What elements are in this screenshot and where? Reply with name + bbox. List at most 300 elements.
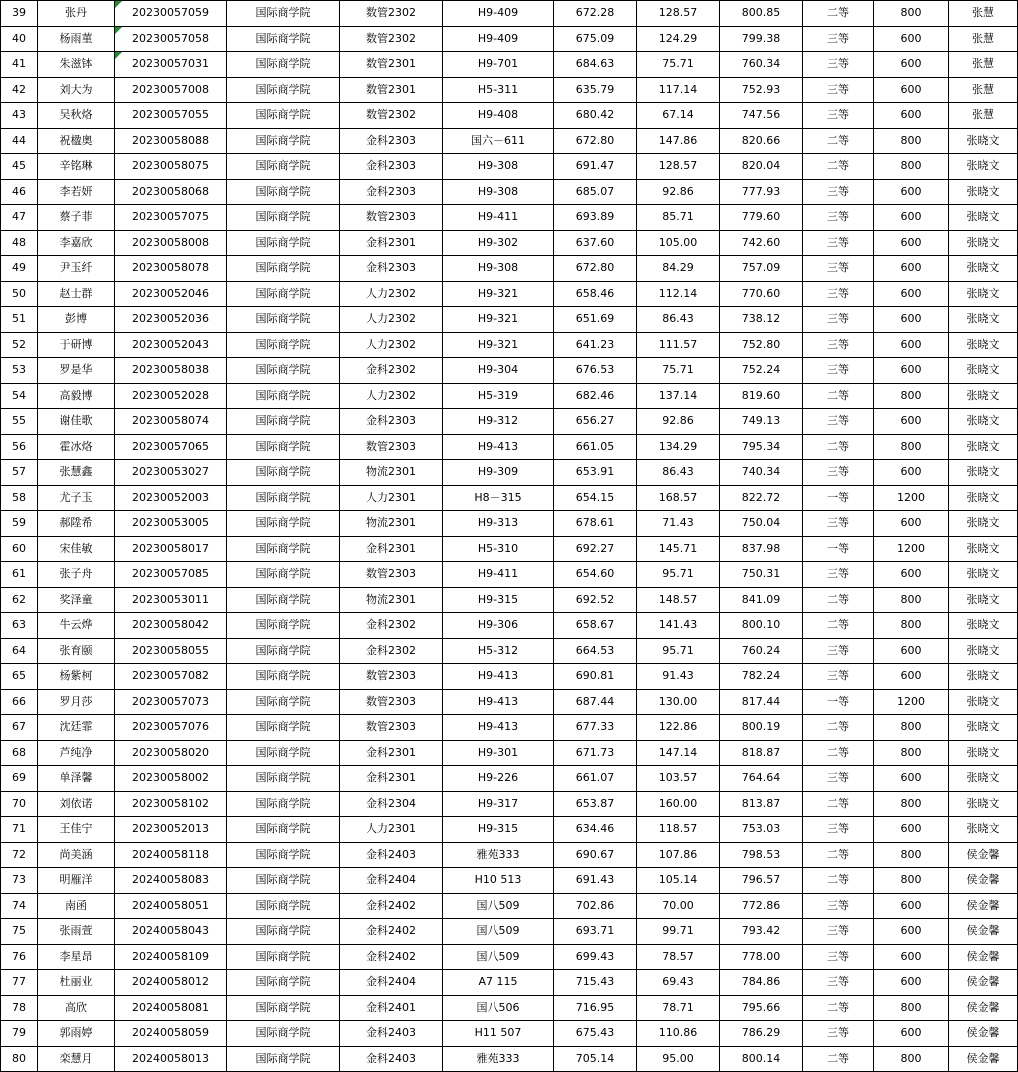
cell-student-name[interactable]: 明雁洋 [38, 868, 115, 894]
cell-student-id[interactable]: 20230058042 [115, 613, 227, 639]
cell-student-name[interactable]: 罗月莎 [38, 689, 115, 715]
cell-score-2[interactable]: 134.29 [637, 434, 720, 460]
cell-award-level[interactable]: 三等 [803, 307, 874, 333]
cell-college-name[interactable]: 国际商学院 [227, 230, 340, 256]
cell-advisor-name[interactable]: 张晓文 [949, 281, 1018, 307]
cell-award-level[interactable]: 二等 [803, 1046, 874, 1072]
cell-score-total[interactable]: 798.53 [720, 842, 803, 868]
cell-award-level[interactable]: 二等 [803, 715, 874, 741]
cell-advisor-name[interactable]: 张晓文 [949, 205, 1018, 231]
cell-row-index[interactable]: 48 [1, 230, 38, 256]
cell-student-name[interactable]: 罗是华 [38, 358, 115, 384]
cell-student-name[interactable]: 刘依诺 [38, 791, 115, 817]
cell-score-total[interactable]: 764.64 [720, 766, 803, 792]
cell-advisor-name[interactable]: 张晓文 [949, 715, 1018, 741]
cell-row-index[interactable]: 50 [1, 281, 38, 307]
cell-room-code[interactable]: H9-413 [443, 715, 554, 741]
cell-class-name[interactable]: 数管2303 [340, 664, 443, 690]
table-row[interactable] [1, 128, 1018, 154]
cell-college-name[interactable]: 国际商学院 [227, 307, 340, 333]
cell-score-2[interactable]: 75.71 [637, 358, 720, 384]
cell-room-code[interactable]: H9-308 [443, 154, 554, 180]
cell-award-level[interactable]: 三等 [803, 256, 874, 282]
cell-class-name[interactable]: 人力2302 [340, 281, 443, 307]
cell-student-name[interactable]: 奖泽童 [38, 587, 115, 613]
cell-college-name[interactable]: 国际商学院 [227, 587, 340, 613]
cell-award-amount[interactable]: 800 [874, 791, 949, 817]
cell-award-level[interactable]: 三等 [803, 358, 874, 384]
cell-score-2[interactable]: 111.57 [637, 332, 720, 358]
cell-score-total[interactable]: 800.10 [720, 613, 803, 639]
cell-score-1[interactable]: 658.46 [554, 281, 637, 307]
cell-award-amount[interactable]: 1200 [874, 485, 949, 511]
cell-award-amount[interactable]: 600 [874, 307, 949, 333]
cell-college-name[interactable]: 国际商学院 [227, 613, 340, 639]
cell-class-name[interactable]: 金科2304 [340, 791, 443, 817]
cell-student-id[interactable]: 20240058081 [115, 995, 227, 1021]
cell-award-level[interactable]: 二等 [803, 740, 874, 766]
cell-award-level[interactable]: 三等 [803, 944, 874, 970]
cell-row-index[interactable]: 72 [1, 842, 38, 868]
cell-score-1[interactable]: 651.69 [554, 307, 637, 333]
cell-student-id[interactable]: 20230058088 [115, 128, 227, 154]
cell-college-name[interactable]: 国际商学院 [227, 638, 340, 664]
cell-student-name[interactable]: 霍冰烙 [38, 434, 115, 460]
cell-student-name[interactable]: 单泽馨 [38, 766, 115, 792]
cell-award-amount[interactable]: 600 [874, 103, 949, 129]
cell-room-code[interactable]: H9-306 [443, 613, 554, 639]
cell-advisor-name[interactable]: 张晓文 [949, 638, 1018, 664]
cell-row-index[interactable]: 52 [1, 332, 38, 358]
cell-award-level[interactable]: 二等 [803, 154, 874, 180]
cell-college-name[interactable]: 国际商学院 [227, 791, 340, 817]
cell-room-code[interactable]: 雅苑333 [443, 1046, 554, 1072]
cell-award-level[interactable]: 三等 [803, 205, 874, 231]
cell-award-amount[interactable]: 1200 [874, 689, 949, 715]
cell-score-2[interactable]: 92.86 [637, 179, 720, 205]
cell-row-index[interactable]: 68 [1, 740, 38, 766]
cell-award-amount[interactable]: 600 [874, 52, 949, 78]
cell-student-name[interactable]: 蔡子菲 [38, 205, 115, 231]
cell-row-index[interactable]: 41 [1, 52, 38, 78]
cell-student-name[interactable]: 朱滋钵 [38, 52, 115, 78]
table-row[interactable] [1, 587, 1018, 613]
cell-student-id[interactable]: 20230053011 [115, 587, 227, 613]
cell-row-index[interactable]: 53 [1, 358, 38, 384]
cell-room-code[interactable]: 国八509 [443, 919, 554, 945]
cell-student-name[interactable]: 李若妍 [38, 179, 115, 205]
cell-room-code[interactable]: H9-408 [443, 103, 554, 129]
cell-college-name[interactable]: 国际商学院 [227, 409, 340, 435]
cell-advisor-name[interactable]: 张晓文 [949, 154, 1018, 180]
cell-score-2[interactable]: 78.71 [637, 995, 720, 1021]
cell-room-code[interactable]: H9-309 [443, 460, 554, 486]
cell-score-1[interactable]: 690.81 [554, 664, 637, 690]
cell-class-name[interactable]: 数管2303 [340, 562, 443, 588]
cell-score-2[interactable]: 85.71 [637, 205, 720, 231]
cell-score-2[interactable]: 147.86 [637, 128, 720, 154]
cell-college-name[interactable]: 国际商学院 [227, 664, 340, 690]
cell-college-name[interactable]: 国际商学院 [227, 1021, 340, 1047]
cell-score-total[interactable]: 800.14 [720, 1046, 803, 1072]
cell-room-code[interactable]: 国六－611 [443, 128, 554, 154]
cell-score-2[interactable]: 91.43 [637, 664, 720, 690]
cell-row-index[interactable]: 43 [1, 103, 38, 129]
cell-award-level[interactable]: 二等 [803, 613, 874, 639]
cell-class-name[interactable]: 金科2403 [340, 1021, 443, 1047]
table-row[interactable] [1, 383, 1018, 409]
cell-class-name[interactable]: 金科2303 [340, 256, 443, 282]
cell-college-name[interactable]: 国际商学院 [227, 77, 340, 103]
cell-score-2[interactable]: 105.00 [637, 230, 720, 256]
cell-score-2[interactable]: 110.86 [637, 1021, 720, 1047]
cell-award-level[interactable]: 三等 [803, 562, 874, 588]
cell-score-2[interactable]: 148.57 [637, 587, 720, 613]
cell-student-id[interactable]: 20240058043 [115, 919, 227, 945]
cell-student-name[interactable]: 栾慧月 [38, 1046, 115, 1072]
cell-row-index[interactable]: 57 [1, 460, 38, 486]
cell-class-name[interactable]: 物流2301 [340, 460, 443, 486]
cell-score-1[interactable]: 685.07 [554, 179, 637, 205]
table-row[interactable] [1, 638, 1018, 664]
cell-row-index[interactable]: 75 [1, 919, 38, 945]
cell-class-name[interactable]: 人力2301 [340, 817, 443, 843]
cell-advisor-name[interactable]: 侯金馨 [949, 944, 1018, 970]
cell-class-name[interactable]: 人力2302 [340, 383, 443, 409]
cell-score-2[interactable]: 71.43 [637, 511, 720, 537]
table-row[interactable] [1, 409, 1018, 435]
cell-student-name[interactable]: 沈廷霏 [38, 715, 115, 741]
cell-student-id[interactable]: 20230058038 [115, 358, 227, 384]
cell-award-amount[interactable]: 800 [874, 868, 949, 894]
cell-award-amount[interactable]: 1200 [874, 536, 949, 562]
cell-score-2[interactable]: 117.14 [637, 77, 720, 103]
cell-award-level[interactable]: 二等 [803, 434, 874, 460]
table-row[interactable] [1, 460, 1018, 486]
cell-class-name[interactable]: 金科2301 [340, 766, 443, 792]
cell-row-index[interactable]: 61 [1, 562, 38, 588]
table-row[interactable] [1, 842, 1018, 868]
cell-advisor-name[interactable]: 张晓文 [949, 179, 1018, 205]
table-row[interactable] [1, 256, 1018, 282]
cell-score-total[interactable]: 757.09 [720, 256, 803, 282]
cell-score-1[interactable]: 656.27 [554, 409, 637, 435]
cell-score-total[interactable]: 778.00 [720, 944, 803, 970]
cell-student-name[interactable]: 杨紫柯 [38, 664, 115, 690]
cell-college-name[interactable]: 国际商学院 [227, 256, 340, 282]
cell-room-code[interactable]: H8－315 [443, 485, 554, 511]
cell-score-2[interactable]: 124.29 [637, 26, 720, 52]
cell-award-level[interactable]: 三等 [803, 26, 874, 52]
table-row[interactable] [1, 944, 1018, 970]
table-row[interactable] [1, 307, 1018, 333]
cell-score-1[interactable]: 716.95 [554, 995, 637, 1021]
cell-student-id[interactable]: 20230058020 [115, 740, 227, 766]
cell-class-name[interactable]: 金科2302 [340, 613, 443, 639]
table-row[interactable] [1, 485, 1018, 511]
cell-award-level[interactable]: 三等 [803, 52, 874, 78]
cell-award-amount[interactable]: 600 [874, 664, 949, 690]
cell-college-name[interactable]: 国际商学院 [227, 868, 340, 894]
cell-award-level[interactable]: 三等 [803, 332, 874, 358]
cell-room-code[interactable]: H9-301 [443, 740, 554, 766]
cell-room-code[interactable]: H9-701 [443, 52, 554, 78]
cell-student-name[interactable]: 王佳宁 [38, 817, 115, 843]
cell-student-id[interactable]: 20230057076 [115, 715, 227, 741]
cell-row-index[interactable]: 59 [1, 511, 38, 537]
table-row[interactable] [1, 893, 1018, 919]
cell-student-name[interactable]: 牛云烨 [38, 613, 115, 639]
cell-row-index[interactable]: 51 [1, 307, 38, 333]
cell-college-name[interactable]: 国际商学院 [227, 995, 340, 1021]
cell-award-amount[interactable]: 600 [874, 1021, 949, 1047]
cell-student-name[interactable]: 尤子玉 [38, 485, 115, 511]
cell-score-2[interactable]: 75.71 [637, 52, 720, 78]
cell-student-name[interactable]: 张育颐 [38, 638, 115, 664]
cell-score-1[interactable]: 672.80 [554, 128, 637, 154]
table-row[interactable] [1, 230, 1018, 256]
cell-award-amount[interactable]: 800 [874, 128, 949, 154]
cell-row-index[interactable]: 74 [1, 893, 38, 919]
cell-score-2[interactable]: 122.86 [637, 715, 720, 741]
cell-class-name[interactable]: 金科2301 [340, 536, 443, 562]
cell-advisor-name[interactable]: 张慧 [949, 26, 1018, 52]
cell-row-index[interactable]: 77 [1, 970, 38, 996]
cell-score-1[interactable]: 692.27 [554, 536, 637, 562]
cell-award-level[interactable]: 二等 [803, 383, 874, 409]
cell-row-index[interactable]: 76 [1, 944, 38, 970]
cell-room-code[interactable]: H5-311 [443, 77, 554, 103]
cell-college-name[interactable]: 国际商学院 [227, 485, 340, 511]
table-row[interactable] [1, 332, 1018, 358]
cell-advisor-name[interactable]: 侯金馨 [949, 919, 1018, 945]
table-row[interactable] [1, 205, 1018, 231]
cell-score-2[interactable]: 128.57 [637, 1, 720, 27]
cell-award-level[interactable]: 二等 [803, 842, 874, 868]
cell-score-total[interactable]: 837.98 [720, 536, 803, 562]
cell-college-name[interactable]: 国际商学院 [227, 562, 340, 588]
cell-score-total[interactable]: 753.03 [720, 817, 803, 843]
table-row[interactable] [1, 562, 1018, 588]
cell-score-total[interactable]: 786.29 [720, 1021, 803, 1047]
cell-class-name[interactable]: 金科2402 [340, 944, 443, 970]
cell-room-code[interactable]: H9-413 [443, 664, 554, 690]
cell-award-level[interactable]: 三等 [803, 281, 874, 307]
cell-class-name[interactable]: 物流2301 [340, 511, 443, 537]
cell-score-2[interactable]: 86.43 [637, 307, 720, 333]
cell-row-index[interactable]: 80 [1, 1046, 38, 1072]
cell-score-total[interactable]: 742.60 [720, 230, 803, 256]
cell-score-total[interactable]: 820.04 [720, 154, 803, 180]
cell-student-id[interactable]: 20230058017 [115, 536, 227, 562]
cell-student-name[interactable]: 芦纯净 [38, 740, 115, 766]
cell-award-amount[interactable]: 800 [874, 842, 949, 868]
cell-student-id[interactable]: 20230058078 [115, 256, 227, 282]
cell-award-amount[interactable]: 600 [874, 562, 949, 588]
cell-score-total[interactable]: 760.34 [720, 52, 803, 78]
cell-award-level[interactable]: 三等 [803, 230, 874, 256]
cell-class-name[interactable]: 数管2303 [340, 205, 443, 231]
cell-college-name[interactable]: 国际商学院 [227, 281, 340, 307]
cell-student-name[interactable]: 祝楹奥 [38, 128, 115, 154]
cell-score-1[interactable]: 691.47 [554, 154, 637, 180]
cell-score-1[interactable]: 693.89 [554, 205, 637, 231]
cell-student-id[interactable]: 20230053027 [115, 460, 227, 486]
cell-score-1[interactable]: 635.79 [554, 77, 637, 103]
cell-student-id[interactable]: 20240058109 [115, 944, 227, 970]
cell-room-code[interactable]: H9-317 [443, 791, 554, 817]
cell-class-name[interactable]: 金科2403 [340, 1046, 443, 1072]
cell-class-name[interactable]: 数管2301 [340, 77, 443, 103]
cell-award-level[interactable]: 三等 [803, 511, 874, 537]
cell-row-index[interactable]: 63 [1, 613, 38, 639]
cell-award-amount[interactable]: 800 [874, 434, 949, 460]
table-row[interactable] [1, 791, 1018, 817]
cell-college-name[interactable]: 国际商学院 [227, 689, 340, 715]
cell-student-name[interactable]: 高毅博 [38, 383, 115, 409]
cell-student-name[interactable]: 李嘉欣 [38, 230, 115, 256]
cell-score-total[interactable]: 795.66 [720, 995, 803, 1021]
cell-student-name[interactable]: 尚美涵 [38, 842, 115, 868]
cell-score-2[interactable]: 128.57 [637, 154, 720, 180]
cell-award-amount[interactable]: 800 [874, 154, 949, 180]
cell-score-1[interactable]: 687.44 [554, 689, 637, 715]
cell-room-code[interactable]: H5-319 [443, 383, 554, 409]
cell-student-name[interactable]: 尹玉纤 [38, 256, 115, 282]
cell-class-name[interactable]: 金科2402 [340, 919, 443, 945]
cell-award-amount[interactable]: 600 [874, 893, 949, 919]
cell-advisor-name[interactable]: 张晓文 [949, 485, 1018, 511]
cell-advisor-name[interactable]: 张晓文 [949, 383, 1018, 409]
cell-class-name[interactable]: 金科2303 [340, 179, 443, 205]
cell-score-1[interactable]: 653.91 [554, 460, 637, 486]
cell-college-name[interactable]: 国际商学院 [227, 179, 340, 205]
cell-college-name[interactable]: 国际商学院 [227, 332, 340, 358]
cell-student-id[interactable]: 20240058059 [115, 1021, 227, 1047]
cell-student-id[interactable]: 20230058074 [115, 409, 227, 435]
cell-score-total[interactable]: 799.38 [720, 26, 803, 52]
cell-college-name[interactable]: 国际商学院 [227, 536, 340, 562]
cell-class-name[interactable]: 数管2302 [340, 26, 443, 52]
cell-college-name[interactable]: 国际商学院 [227, 434, 340, 460]
cell-student-id[interactable]: 20230057008 [115, 77, 227, 103]
cell-row-index[interactable]: 67 [1, 715, 38, 741]
cell-award-amount[interactable]: 600 [874, 409, 949, 435]
table-row[interactable] [1, 970, 1018, 996]
cell-score-1[interactable]: 641.23 [554, 332, 637, 358]
cell-class-name[interactable]: 金科2404 [340, 868, 443, 894]
cell-student-name[interactable]: 张丹 [38, 1, 115, 27]
cell-class-name[interactable]: 人力2302 [340, 332, 443, 358]
cell-score-total[interactable]: 752.93 [720, 77, 803, 103]
cell-college-name[interactable]: 国际商学院 [227, 1, 340, 27]
cell-student-id[interactable]: 20240058118 [115, 842, 227, 868]
cell-student-name[interactable]: 张雨萱 [38, 919, 115, 945]
cell-award-amount[interactable]: 600 [874, 970, 949, 996]
table-row[interactable] [1, 179, 1018, 205]
cell-score-2[interactable]: 105.14 [637, 868, 720, 894]
cell-room-code[interactable]: H9-304 [443, 358, 554, 384]
cell-score-1[interactable]: 678.61 [554, 511, 637, 537]
cell-row-index[interactable]: 54 [1, 383, 38, 409]
table-row[interactable] [1, 664, 1018, 690]
cell-student-id[interactable]: 20230058055 [115, 638, 227, 664]
cell-row-index[interactable]: 46 [1, 179, 38, 205]
cell-student-name[interactable]: 刘大为 [38, 77, 115, 103]
cell-score-total[interactable]: 818.87 [720, 740, 803, 766]
cell-room-code[interactable]: H9-313 [443, 511, 554, 537]
cell-score-1[interactable]: 672.28 [554, 1, 637, 27]
cell-student-id[interactable]: 20240058013 [115, 1046, 227, 1072]
cell-student-name[interactable]: 辛铭琳 [38, 154, 115, 180]
cell-room-code[interactable]: H9-315 [443, 817, 554, 843]
cell-advisor-name[interactable]: 张慧 [949, 52, 1018, 78]
table-row[interactable] [1, 77, 1018, 103]
cell-score-total[interactable]: 747.56 [720, 103, 803, 129]
cell-room-code[interactable]: H9-413 [443, 434, 554, 460]
cell-class-name[interactable]: 金科2404 [340, 970, 443, 996]
cell-student-id[interactable]: 20230058068 [115, 179, 227, 205]
cell-room-code[interactable]: H9-409 [443, 26, 554, 52]
cell-award-amount[interactable]: 600 [874, 817, 949, 843]
table-row[interactable] [1, 766, 1018, 792]
cell-student-id[interactable]: 20230052046 [115, 281, 227, 307]
cell-score-2[interactable]: 112.14 [637, 281, 720, 307]
cell-advisor-name[interactable]: 张晓文 [949, 256, 1018, 282]
cell-score-2[interactable]: 145.71 [637, 536, 720, 562]
table-row[interactable] [1, 52, 1018, 78]
cell-student-id[interactable]: 20240058083 [115, 868, 227, 894]
cell-college-name[interactable]: 国际商学院 [227, 103, 340, 129]
cell-college-name[interactable]: 国际商学院 [227, 358, 340, 384]
cell-row-index[interactable]: 55 [1, 409, 38, 435]
cell-row-index[interactable]: 69 [1, 766, 38, 792]
cell-award-level[interactable]: 三等 [803, 766, 874, 792]
cell-score-total[interactable]: 760.24 [720, 638, 803, 664]
cell-score-total[interactable]: 782.24 [720, 664, 803, 690]
cell-room-code[interactable]: A7 115 [443, 970, 554, 996]
cell-class-name[interactable]: 数管2303 [340, 715, 443, 741]
cell-row-index[interactable]: 62 [1, 587, 38, 613]
cell-student-name[interactable]: 彭博 [38, 307, 115, 333]
cell-score-1[interactable]: 653.87 [554, 791, 637, 817]
cell-student-id[interactable]: 20230052028 [115, 383, 227, 409]
cell-advisor-name[interactable]: 张晓文 [949, 740, 1018, 766]
cell-student-name[interactable]: 张慧鑫 [38, 460, 115, 486]
cell-student-name[interactable]: 郭雨婷 [38, 1021, 115, 1047]
cell-college-name[interactable]: 国际商学院 [227, 205, 340, 231]
cell-score-total[interactable]: 820.66 [720, 128, 803, 154]
cell-class-name[interactable]: 金科2403 [340, 842, 443, 868]
cell-score-1[interactable]: 658.67 [554, 613, 637, 639]
cell-student-id[interactable]: 20230058102 [115, 791, 227, 817]
cell-score-total[interactable]: 819.60 [720, 383, 803, 409]
cell-score-1[interactable]: 715.43 [554, 970, 637, 996]
cell-award-amount[interactable]: 600 [874, 766, 949, 792]
cell-room-code[interactable]: H11 507 [443, 1021, 554, 1047]
cell-score-1[interactable]: 634.46 [554, 817, 637, 843]
cell-award-level[interactable]: 三等 [803, 664, 874, 690]
cell-score-1[interactable]: 675.09 [554, 26, 637, 52]
cell-score-1[interactable]: 684.63 [554, 52, 637, 78]
cell-row-index[interactable]: 78 [1, 995, 38, 1021]
cell-award-amount[interactable]: 600 [874, 511, 949, 537]
cell-advisor-name[interactable]: 张晓文 [949, 511, 1018, 537]
cell-score-total[interactable]: 738.12 [720, 307, 803, 333]
cell-score-total[interactable]: 779.60 [720, 205, 803, 231]
cell-row-index[interactable]: 64 [1, 638, 38, 664]
cell-award-amount[interactable]: 800 [874, 1046, 949, 1072]
